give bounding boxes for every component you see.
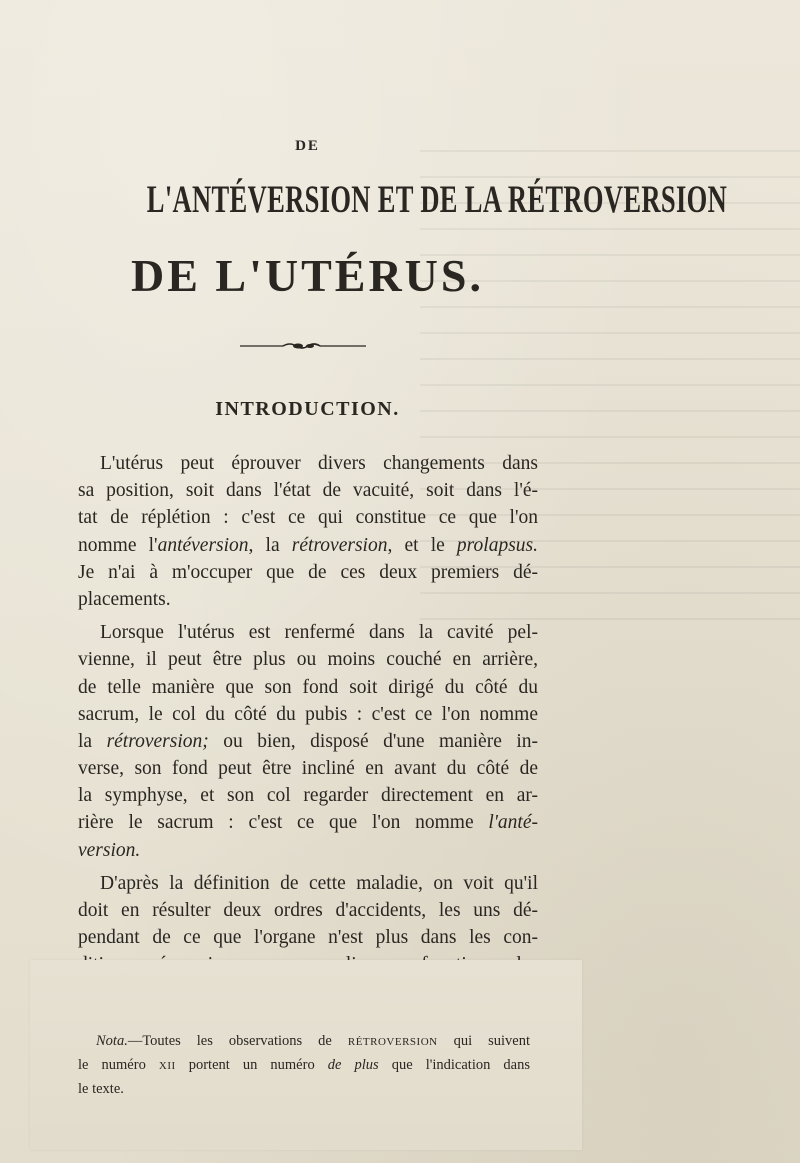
text-line: la symphyse, et son col regarder directement en ar- (78, 785, 538, 807)
italic-term: rétroversion; (106, 730, 209, 752)
small-caps-term: RÉTROVERSION (347, 1036, 438, 1048)
text-line (78, 532, 538, 559)
footnote (78, 1030, 530, 1101)
footnote-line: le texte. (78, 1081, 124, 1097)
section-heading: INTRODUCTION. (215, 398, 400, 420)
text-line: verse, son fond peut être incliné en avant du côté de (78, 758, 538, 780)
italic-term: de plus (327, 1057, 379, 1073)
pre-title: DE (295, 138, 320, 154)
text-segment: qui suivent (437, 1033, 530, 1049)
italic-term: version. (78, 839, 141, 861)
ornament-divider (238, 338, 368, 354)
italic-term: prolapsus. (456, 534, 538, 556)
small-caps-term: XII (158, 1060, 176, 1072)
document-title: L'ANTÉVERSION ET DE LA RÉTROVERSION (146, 178, 728, 221)
text-segment: , la (248, 534, 292, 556)
text-segment: portent un numéro (175, 1057, 328, 1073)
text-line: vienne, il peut être plus ou moins couché en arrière, (78, 649, 538, 671)
text-line: placements. (78, 588, 171, 610)
text-segment: ou bien, disposé d'une manière in- (208, 730, 538, 752)
text-segment: le numéro (78, 1057, 159, 1073)
text-line: Lorsque l'utérus est renfermé dans la cavité pel- (100, 622, 538, 644)
italic-term: rétroversion (291, 534, 388, 556)
text-segment: , et le (387, 534, 457, 556)
text-line: de telle manière que son fond soit dirigé du côté du (78, 676, 538, 698)
paragraph-2 (78, 619, 538, 864)
text-line (78, 728, 538, 755)
text-line (78, 837, 538, 864)
text-line: doit en résulter deux ordres d'accidents, les uns dé- (78, 900, 538, 921)
text-segment: la (78, 730, 107, 752)
italic-term: antéversion (157, 534, 249, 556)
text-segment: —Toutes les observations de (127, 1033, 348, 1049)
text-line: sa position, soit dans l'état de vacuité, soit dans l'é- (78, 480, 538, 502)
text-segment: que l'indication dans (378, 1057, 530, 1073)
text-segment: nomme l' (78, 534, 158, 556)
paragraph-1 (78, 450, 538, 613)
footnote-label: Nota. (96, 1033, 128, 1049)
footnote-line (78, 1054, 530, 1078)
text-segment: rière le sacrum : c'est ce que l'on nomme (78, 812, 489, 834)
document-subtitle: DE L'UTÉRUS. (131, 250, 484, 301)
text-line: tat de réplétion : c'est ce qui constitue ce que l'on (78, 507, 538, 529)
text-line: sacrum, le col du côté du pubis : c'est ce l'on nomme (78, 703, 538, 725)
text-line: L'utérus peut éprouver divers changements dans (100, 453, 538, 474)
text-line: pendant de ce que l'organe n'est plus dans les con- (78, 927, 538, 949)
footnote-line (78, 1030, 530, 1054)
text-line (78, 809, 538, 836)
italic-term: l'anté- (488, 812, 538, 834)
text-line: Je n'ai à m'occuper que de ces deux premiers dé- (78, 561, 538, 583)
text-line: D'après la définition de cette maladie, on voit qu'il (100, 872, 538, 894)
body-text (78, 450, 538, 984)
